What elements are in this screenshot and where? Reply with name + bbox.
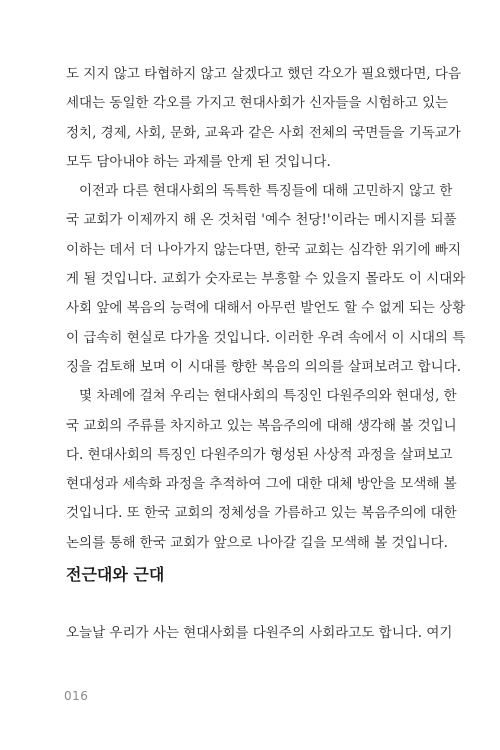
text-line: 세대는 동일한 각오를 가지고 현대사회가 신자들을 시험하고 있는 (66, 95, 449, 112)
text-line: 게 될 것입니다. 교회가 숫자로는 부흥할 수 있을지 몰라도 이 시대와 (66, 271, 466, 288)
text-line: 국 교회가 이제까지 해 온 것처럼 '예수 천당!'이라는 메시지를 되풀 (66, 212, 457, 229)
paragraph (66, 382, 457, 558)
paragraph (66, 60, 462, 177)
text-line: 이전과 다른 현대사회의 독특한 특징들에 대해 고민하지 않고 한 (79, 183, 453, 200)
text-line: 이 급속히 현실로 다가올 것입니다. 이러한 우려 속에서 이 시대의 특 (66, 329, 466, 346)
text-line: 다. 현대사회의 특징인 다원주의가 형성된 사상적 과정을 살펴보고 (66, 446, 453, 463)
section-body-text (66, 619, 453, 648)
text-line: 몇 차례에 걸쳐 우리는 현대사회의 특징인 다원주의와 현대성, 한 (79, 388, 457, 405)
paragraph (66, 177, 466, 382)
text-line: 도 지지 않고 타협하지 않고 살겠다고 했던 각오가 필요했다면, 다음 (66, 66, 462, 82)
text-line: 오늘날 우리가 사는 현대사회를 다원주의 사회라고도 합니다. 여기 (66, 625, 453, 641)
text-line: 사회 앞에 복음의 능력에 대해서 아무런 발언도 할 수 없게 되는 상황 (66, 300, 466, 317)
text-line: 징을 검토해 보며 이 시대를 향한 복음의 의의를 살펴보려고 합니다. (66, 358, 462, 375)
text-line: 모두 담아내야 하는 과제를 안게 된 것입니다. (66, 153, 331, 170)
body-text (66, 60, 466, 558)
text-line: 논의를 통해 한국 교회가 앞으로 나아갈 길을 모색해 볼 것입니다. (66, 534, 448, 551)
text-line: 것입니다. 또 한국 교회의 정체성을 가름하고 있는 복음주의에 대한 (66, 505, 457, 522)
text-line: 정치, 경제, 사회, 문화, 교육과 같은 사회 전체의 국면들을 기독교가 (66, 124, 461, 141)
text-line: 현대성과 세속화 과정을 추적하여 그에 대한 대체 방안을 모색해 볼 (66, 476, 457, 493)
page-number: 016 (64, 689, 89, 703)
section-heading: 전근대와 근대 (66, 565, 165, 584)
text-line: 국 교회의 주류를 차지하고 있는 복음주의에 대해 생각해 볼 것입니 (66, 417, 457, 434)
text-line: 이하는 데서 더 나아가지 않는다면, 한국 교회는 심각한 위기에 빠지 (66, 241, 462, 258)
